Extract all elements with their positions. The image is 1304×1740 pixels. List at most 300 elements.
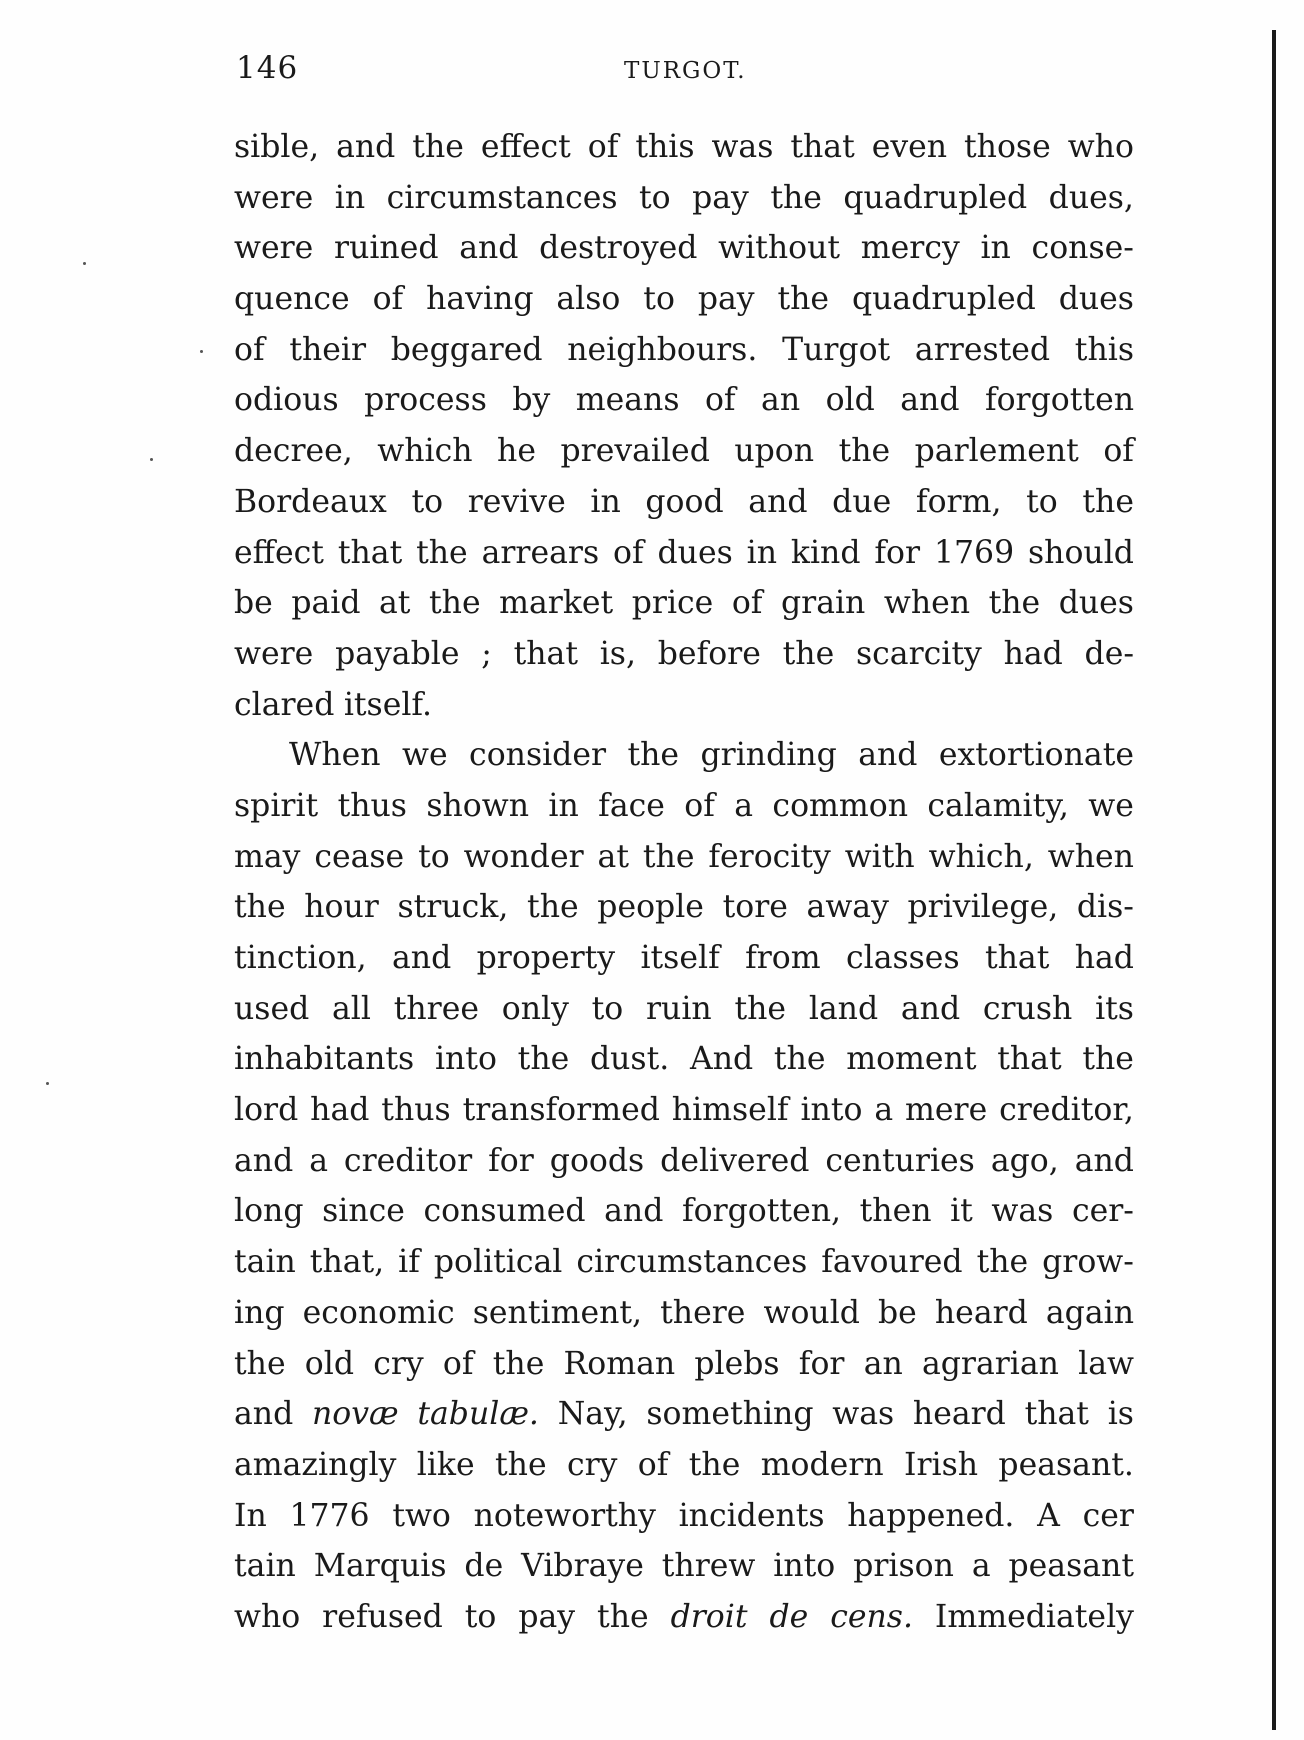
scan-speck [200,350,203,353]
word: who [234,1598,301,1635]
word: de- [1084,635,1134,672]
word: circumstances [386,179,618,216]
word: And [689,1041,754,1078]
text-line [234,1136,1134,1187]
word: amazingly [234,1446,397,1483]
word: this [635,129,695,165]
scan-speck [46,1082,49,1085]
word: their [289,331,367,368]
word: when [883,585,971,622]
word: the [838,433,891,470]
word: grain [780,585,866,622]
word: cry [566,1446,618,1483]
word: from [745,940,821,976]
word: favoured [821,1244,963,1281]
word: is, [599,635,636,672]
word: When [289,737,381,774]
word: Turgot [782,331,891,368]
word: political [433,1244,563,1281]
word: economic [302,1294,455,1331]
body-text [234,122,1134,1643]
word: long [234,1193,304,1230]
word: the [773,1041,826,1078]
word: in [334,179,366,216]
text-line [234,984,1134,1035]
word: only [501,990,569,1027]
word: of [372,281,404,318]
text-line [234,426,1134,477]
word: tain [234,1244,296,1281]
word: beggared [390,331,543,368]
paragraph [234,730,1134,1642]
word: by [512,382,551,419]
word: were [234,179,314,216]
word: was [991,1193,1054,1230]
word: which [377,433,473,470]
word: ruin [646,990,712,1027]
word: that [997,1041,1062,1078]
page-number: 146 [236,50,299,86]
word: in [590,483,621,520]
word: de [769,1598,809,1635]
word: used [234,990,310,1027]
word: for [874,534,921,571]
word: those [964,129,1051,165]
word: old [304,1345,355,1382]
word: land [808,990,879,1027]
word: he [497,433,536,470]
word: mercy [860,230,960,267]
word: refused [322,1598,443,1635]
text-line [234,1085,1134,1136]
word: centuries [825,1142,975,1179]
word: payable [335,635,460,672]
word: at [597,838,629,875]
word: revive [467,483,566,520]
word: cry [373,1345,424,1382]
word: even [871,129,948,165]
word: an [863,1345,903,1382]
word: neighbours. [567,331,758,368]
word: the [234,889,286,926]
word: noteworthy [473,1497,656,1534]
word: tabulæ. [417,1396,539,1433]
text-line [234,1034,1134,1085]
word: Marquis [313,1548,447,1585]
word: may [234,838,301,875]
word: Vibraye [521,1548,644,1585]
word: the [597,1598,649,1635]
text-line [234,933,1134,984]
word: that [1024,1396,1089,1433]
word: the [527,889,579,926]
word: parlement [914,433,1079,470]
text-line [234,1186,1134,1237]
word: and [392,940,452,976]
word: to [464,1598,497,1635]
word: form, [915,483,1002,520]
word: the [429,585,481,622]
word: good [645,483,724,520]
scan-speck [150,458,153,461]
text-line [234,832,1134,883]
word: modern [760,1446,884,1483]
word: of [637,1446,669,1483]
word: Immediately [934,1598,1134,1635]
word: be [878,1294,917,1331]
word: that [790,129,855,165]
word: shown [426,787,530,824]
word: if [398,1244,420,1281]
word: of [704,382,736,419]
word: away [806,889,889,926]
word: cer- [1071,1193,1134,1230]
word: law [1078,1345,1134,1382]
word: himself [671,1092,789,1129]
word: Irish [904,1446,979,1483]
word: tinction, [234,940,367,976]
word: sible, [234,129,320,165]
word: incidents [678,1497,825,1534]
word: and [234,1396,294,1433]
word: of [587,129,619,165]
word: of [1103,433,1134,470]
word: there [660,1294,746,1331]
word: when [1047,838,1134,875]
word: process [364,382,487,419]
word: wonder [463,838,584,875]
word: to [591,990,624,1027]
word: means [575,382,680,419]
word: de [464,1548,504,1585]
word: cens. [830,1598,913,1635]
word: who [1067,129,1134,165]
word: grow- [1042,1244,1134,1281]
word: ruined [334,230,439,267]
word: the [412,129,464,165]
word: plebs [694,1345,780,1382]
word: into [434,1041,497,1078]
word: since [322,1193,405,1230]
word: due [832,483,892,520]
word: its [1095,990,1134,1027]
word: mere [905,1092,988,1129]
text-line [234,528,1134,579]
word: and [604,1193,664,1230]
word: then [859,1193,932,1230]
word: of [234,331,265,368]
word: of [442,1345,474,1382]
word: that [513,635,578,672]
word: effect [234,534,324,571]
word: dues [657,534,733,571]
word: common [772,787,909,824]
word: decree, [234,433,353,470]
word: to [418,838,450,875]
word: tain [234,1548,296,1585]
word: crush [982,990,1073,1027]
word: heard [934,1294,1028,1331]
word: effect [480,129,571,165]
word: the [688,1446,741,1483]
word: again [1045,1294,1134,1331]
word: into [773,1548,836,1585]
word: it [950,1193,973,1230]
word: destroyed [539,230,698,267]
word: the [416,534,468,571]
word: dues, [1048,179,1134,216]
text-line [234,1339,1134,1390]
word: a [309,1142,328,1179]
word: of [613,534,644,571]
word: arrears [481,534,600,571]
word: kind [790,534,861,571]
word: all [332,990,371,1027]
word: at [379,585,411,622]
word: arrested [914,331,1051,368]
text-line [234,122,1134,173]
word: hour [304,889,379,926]
paragraph [234,122,1134,730]
word: the [1082,483,1134,520]
word: an [761,382,801,419]
word: with [844,838,915,875]
text-line [234,1389,1134,1440]
word: goods [549,1142,645,1179]
text-line [234,1237,1134,1288]
word: having [426,281,534,318]
word: had [310,1092,370,1129]
word: forgotten [984,382,1134,419]
word: were [234,635,314,672]
text-line [234,680,1134,731]
word: the [777,281,830,318]
word: cease [314,838,405,875]
word: Roman [563,1345,676,1382]
word: that, [309,1244,385,1281]
word: clared [234,686,335,723]
word: to [643,281,675,318]
word: the [517,1041,570,1078]
text-line [234,1491,1134,1542]
word: in [548,787,579,824]
word: ago, [990,1142,1059,1179]
word: creditor [343,1142,473,1179]
word: spirit [234,787,319,824]
word: pay [697,281,755,318]
text-line [234,882,1134,933]
word: price [631,585,714,622]
word: before [657,635,761,672]
word: dues [1058,585,1134,622]
text-line [234,325,1134,376]
word: for [488,1142,534,1179]
word: In [234,1497,267,1534]
word: moment [846,1041,977,1078]
word: a [874,1092,894,1129]
word: which, [928,838,1034,875]
word: a [734,787,754,824]
word: extortionate [938,737,1134,774]
word: circumstances [576,1244,808,1281]
word: ing [234,1294,285,1331]
word: ferocity [708,838,831,875]
running-title: TURGOT. [624,58,747,84]
word: paid [291,585,361,622]
word: was [832,1396,895,1433]
word: and [234,1142,294,1179]
word: inhabitants [234,1041,415,1078]
word: the [770,179,822,216]
word: scarcity [855,635,982,672]
word: dis- [1076,889,1134,926]
text-line [234,1541,1134,1592]
text-line [234,781,1134,832]
word: two [392,1497,451,1534]
word: novæ [311,1396,399,1433]
word: had [1003,635,1063,672]
word: and [900,382,960,419]
word: would [763,1294,860,1331]
word: we [1088,787,1134,824]
word: we [402,737,448,774]
word: lord [234,1092,299,1129]
word: grinding [700,737,837,774]
text-line [234,223,1134,274]
text-line [234,274,1134,325]
word: threw [661,1548,756,1585]
word: like [416,1446,475,1483]
word: peasant. [998,1446,1134,1483]
word: droit [670,1598,748,1635]
word: calamity, [927,787,1069,824]
word: conse- [1031,230,1134,267]
word: something [646,1396,814,1433]
text-line [234,375,1134,426]
text-line [234,173,1134,224]
text-line [234,477,1134,528]
word: 1769 [933,534,1015,571]
word: ; [481,635,492,672]
word: consumed [423,1193,586,1230]
word: struck, [397,889,509,926]
word: cer [1082,1497,1134,1534]
text-line [234,1592,1134,1643]
word: the [234,1345,286,1382]
scan-speck [83,262,86,265]
word: the [627,737,680,774]
word: consider [469,737,607,774]
word: to [411,483,444,520]
word: old [825,382,875,419]
word: odious [234,382,339,419]
word: Nay, [557,1396,628,1433]
word: market [499,585,614,622]
word: for [798,1345,845,1382]
word: were [234,230,314,267]
word: itself [640,940,720,976]
word: forgotten, [681,1193,842,1230]
word: into [800,1092,863,1129]
word: quadrupled [851,281,1036,318]
word: happened. [847,1497,1015,1534]
word: a [971,1548,991,1585]
word: that [984,940,1050,976]
word: property [476,940,616,976]
word: peasant [1008,1548,1134,1585]
word: of [684,787,715,824]
word: pay [692,179,749,216]
word: dues [1058,281,1134,318]
word: should [1028,534,1134,571]
word: sentiment, [472,1294,643,1331]
word: also [556,281,621,318]
word: creditor, [999,1092,1134,1129]
word: the [492,1345,545,1382]
word: quence [234,281,350,318]
text-line [234,629,1134,680]
page-header [236,44,1126,94]
word: the [642,838,695,875]
word: prison [853,1548,954,1585]
word: the [1082,1041,1134,1078]
text-line [234,1440,1134,1491]
text-line [234,1288,1134,1339]
word: 1776 [289,1497,370,1534]
word: and [336,129,396,165]
word: prevailed [560,433,710,470]
word: that [337,534,403,571]
word: and [900,990,961,1027]
word: people [597,889,704,926]
word: heard [912,1396,1006,1433]
word: A [1037,1497,1060,1534]
word: the [495,1446,547,1483]
word: pay [518,1598,576,1635]
word: the [988,585,1041,622]
text-line [234,730,1134,781]
word: classes [845,940,960,976]
word: thus [381,1092,451,1129]
word: dust. [589,1041,670,1078]
word: face [598,787,665,824]
word: agrarian [921,1345,1059,1382]
word: is [1107,1396,1134,1433]
word: without [718,230,841,267]
word: in [746,534,778,571]
word: the [782,635,835,672]
word: three [393,990,479,1027]
word: the [734,990,787,1027]
word: was [711,129,774,165]
word: to [1026,483,1058,520]
word: this [1074,331,1134,368]
word: thus [337,787,407,824]
text-line [234,578,1134,629]
word: and [748,483,808,520]
word: Bordeaux [234,483,387,520]
word: upon [734,433,815,470]
word: transformed [462,1092,660,1129]
word: the [976,1244,1029,1281]
word: tore [722,889,788,926]
word: and [459,230,519,267]
word: delivered [660,1142,810,1179]
word: to [639,179,671,216]
page-edge-rule [1272,30,1276,1730]
word: and [1074,1142,1134,1179]
word: privilege, [907,889,1059,926]
